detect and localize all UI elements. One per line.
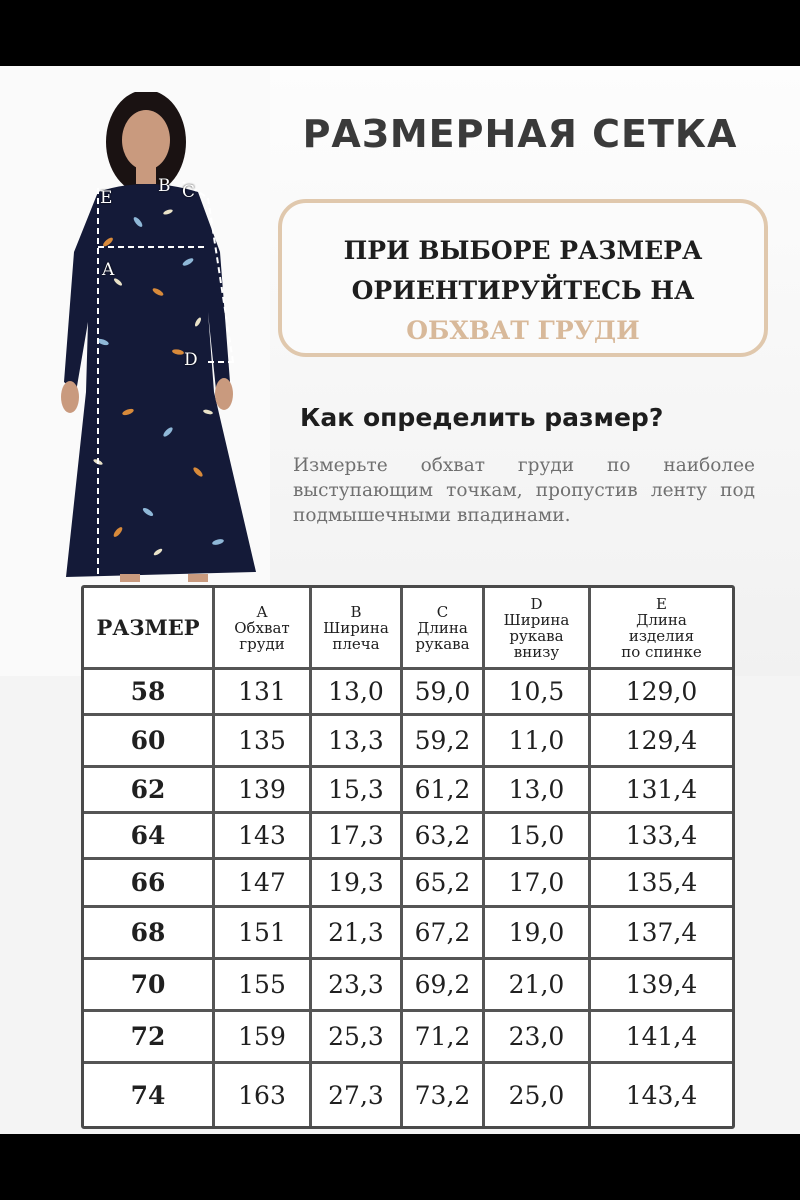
header-line: рукава [509,626,564,645]
model-photo [58,92,263,582]
measure-cell: 13,0 [485,768,591,811]
measure-cell: 67,2 [403,908,485,957]
measure-cell: 129,4 [625,726,698,755]
measure-cell: 133,4 [625,821,698,850]
measure-cell: 63,2 [403,814,485,857]
table-row [84,908,732,960]
table-row [84,768,732,814]
measure-cell: 19,0 [485,908,591,957]
notice-line-2: ОРИЕНТИРУЙТЕСЬ НА [351,276,695,305]
table-row [84,670,732,716]
measure-cell: 131,4 [625,775,698,804]
header-chest [215,588,312,667]
measure-label-a: A [102,260,115,280]
measure-cell: 13,0 [312,670,403,713]
header-size-label: РАЗМЕР [96,615,200,640]
header-line: Длина [636,610,687,629]
page-title: РАЗМЕРНАЯ СЕТКА [302,112,738,156]
size-cell: 60 [84,716,215,765]
header-sleeve-width [485,588,591,667]
measure-cell: 143 [215,814,312,857]
measure-cell: 135,4 [625,868,698,897]
measure-cell: 15,3 [312,768,403,811]
howto-description: Измерьте обхват груди по наиболее выступающим точкам, пропустив ленту под подмышечными впадинами. [293,455,755,526]
measure-cell: 65,2 [403,860,485,905]
measure-cell: 73,2 [403,1064,485,1126]
measure-label-e: E [100,188,113,208]
measure-cell: 19,3 [312,860,403,905]
table-row [84,860,732,908]
measure-cell: 71,2 [403,1012,485,1061]
header-size [84,588,215,667]
header-line: Ширина [323,618,389,637]
measure-cell: 139 [215,768,312,811]
size-cell: 62 [84,768,215,811]
size-cell: 64 [84,814,215,857]
measure-cell: 21,0 [485,960,591,1009]
header-line: внизу [513,642,560,661]
measure-cell: 15,0 [485,814,591,857]
measure-cell: 141,4 [625,1022,698,1051]
measure-cell: 11,0 [485,716,591,765]
measure-label-b: B [158,176,171,196]
measure-cell: 23,0 [485,1012,591,1061]
model-figure-image [58,92,263,582]
measure-cell: 131 [215,670,312,713]
measure-cell: 135 [215,716,312,765]
header-line: изделия [628,626,695,645]
header-line: Ширина [503,610,570,629]
size-cell: 66 [84,860,215,905]
size-cell: 72 [84,1012,215,1061]
measure-cell: 59,0 [403,670,485,713]
measure-cell: 10,5 [485,670,591,713]
table-row [84,716,732,768]
measure-cell: 21,3 [312,908,403,957]
header-line: рукава [415,634,470,653]
size-cell: 58 [84,670,215,713]
notice-line-1: ПРИ ВЫБОРЕ РАЗМЕРА [343,236,703,265]
measure-cell: 25,0 [485,1064,591,1126]
header-line: Обхват [234,618,290,637]
header-sleeve-length [403,588,485,667]
header-letter: A [256,602,268,621]
header-letter: D [530,594,543,613]
measure-cell: 155 [215,960,312,1009]
measure-cell: 137,4 [625,918,698,947]
size-cell: 68 [84,908,215,957]
notice-accent: ОБХВАТ ГРУДИ [406,316,640,345]
measure-cell: 23,3 [312,960,403,1009]
measure-cell: 13,3 [312,716,403,765]
measure-cell: 27,3 [312,1064,403,1126]
measure-cell: 17,0 [485,860,591,905]
howto-heading: Как определить размер? [300,403,664,432]
measure-cell: 61,2 [403,768,485,811]
size-table [81,585,735,1129]
table-header-row [84,588,732,670]
header-letter: B [350,602,362,621]
size-notice-box [278,199,768,357]
measure-cell: 139,4 [625,970,698,999]
table-row [84,1012,732,1064]
header-line: по спинке [621,642,702,661]
measure-cell: 163 [215,1064,312,1126]
size-cell: 74 [84,1064,215,1126]
header-letter: C [436,602,449,621]
measure-cell: 25,3 [312,1012,403,1061]
table-row [84,814,732,860]
header-letter: E [656,594,667,613]
measure-cell: 59,2 [403,716,485,765]
measure-cell: 17,3 [312,814,403,857]
measure-cell: 69,2 [403,960,485,1009]
header-line: Длина [417,618,468,637]
measure-cell: 159 [215,1012,312,1061]
size-chart-page [0,66,800,1134]
measure-label-d: D [184,350,198,370]
header-line: плеча [332,634,380,653]
header-garment-length [591,588,732,667]
measure-cell: 129,0 [625,677,698,706]
size-cell: 70 [84,960,215,1009]
measure-cell: 147 [215,860,312,905]
measure-cell: 151 [215,908,312,957]
measure-cell: 143,4 [625,1080,698,1110]
table-row [84,960,732,1012]
measure-label-c: C [182,182,196,202]
header-line: груди [239,634,285,653]
table-row [84,1064,732,1126]
header-shoulder [312,588,403,667]
